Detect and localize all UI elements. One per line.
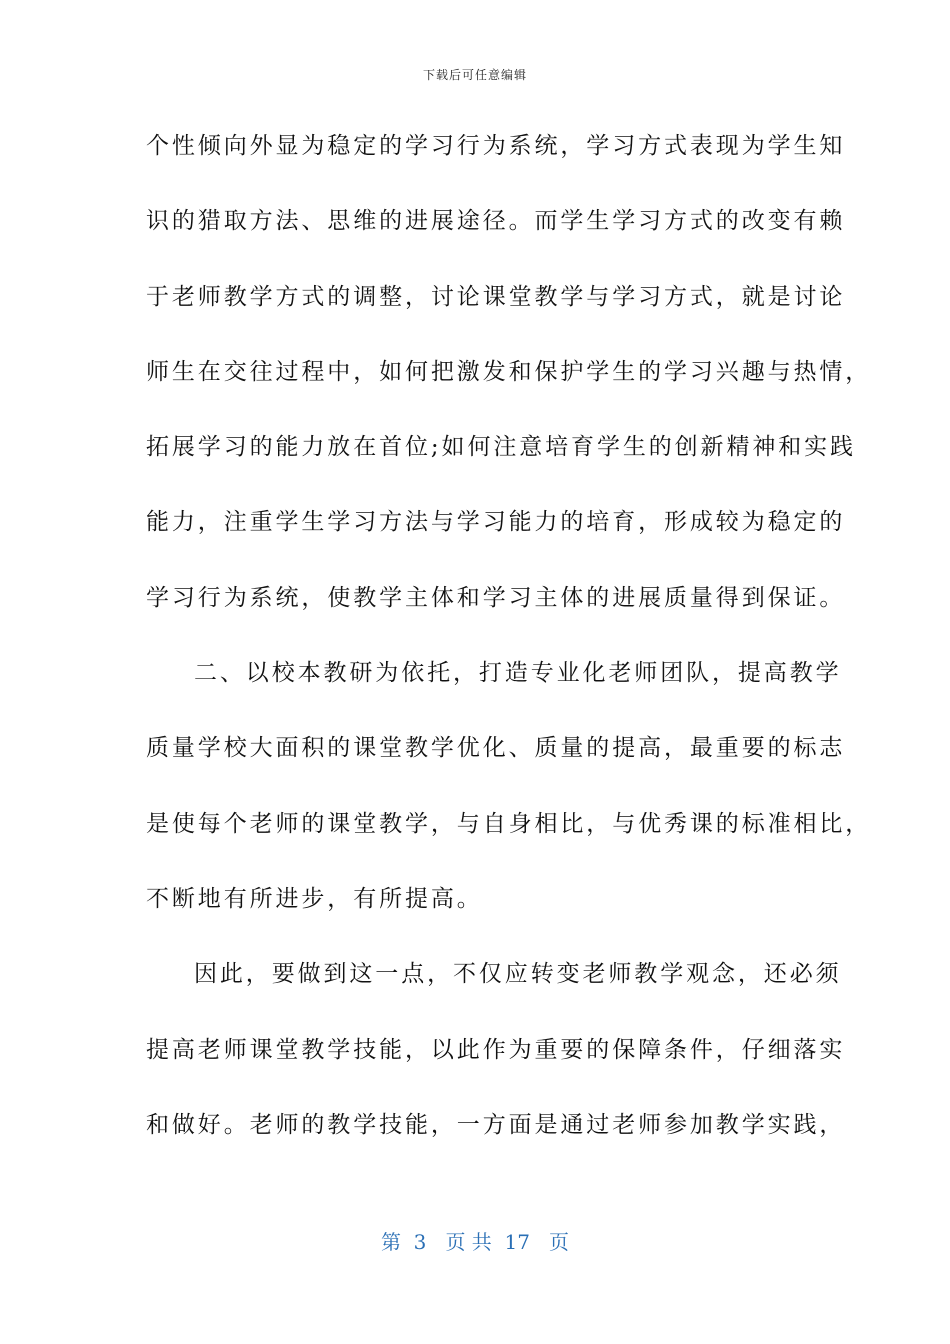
paragraph-line: 拓展学习的能力放在首位;如何注意培育学生的创新精神和实践: [146, 434, 856, 461]
paragraph-line: 质量学校大面积的课堂教学优化、质量的提高，最重要的标志: [146, 735, 846, 762]
paragraph-line: 个性倾向外显为稳定的学习行为系统，学习方式表现为学生知: [146, 133, 846, 159]
paragraph-line: 不断地有所进步，有所提高。: [146, 885, 483, 912]
paragraph-line: 于老师教学方式的调整，讨论课堂教学与学习方式，就是讨论: [146, 283, 846, 310]
paragraph-line: 提高老师课堂教学技能，以此作为重要的保障条件，仔细落实: [146, 1036, 846, 1063]
page-footer: 第 3 页 共 17 页: [380, 1230, 570, 1254]
paragraph-line: 是使每个老师的课堂教学，与自身相比，与优秀课的标准相比，: [146, 810, 872, 837]
paragraph-line: 师生在交往过程中，如何把激发和保护学生的学习兴趣与热情，: [146, 358, 872, 385]
paragraph-line: 能力，注重学生学习方法与学习能力的培育，形成较为稳定的: [146, 509, 846, 536]
paragraph-line: 和做好。老师的教学技能，一方面是通过老师参加教学实践，: [146, 1111, 846, 1138]
paragraph-line: 识的猎取方法、思维的进展途径。而学生学习方式的改变有赖: [146, 208, 846, 235]
paragraph-line: 学习行为系统，使教学主体和学习主体的进展质量得到保证。: [146, 584, 846, 611]
paragraph-line: 二、以校本教研为依托，打造专业化老师团队，提高教学: [194, 660, 842, 687]
paragraph-line: 因此，要做到这一点，不仅应转变老师教学观念，还必须: [194, 961, 842, 988]
document-body: [146, 128, 872, 1182]
page-header: 下载后可任意编辑: [422, 68, 527, 82]
